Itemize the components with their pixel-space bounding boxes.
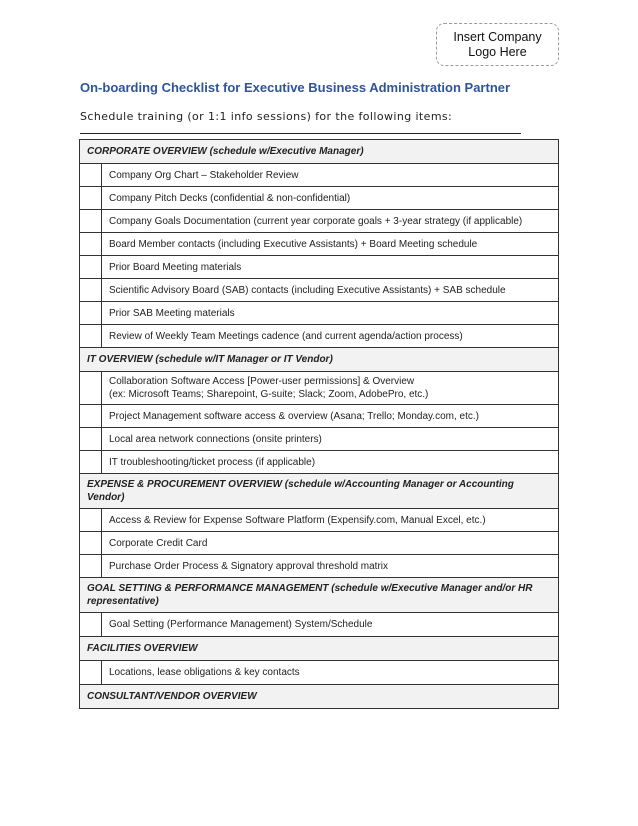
checklist-item: Goal Setting (Performance Management) System/Schedule bbox=[102, 613, 559, 637]
checklist-item: Collaboration Software Access [Power-user permissions] & Overview (ex: Microsoft Teams; Sharepoint, G-suite; Slack; Zoom, AdobePro, etc.) bbox=[102, 372, 559, 405]
subtitle-underline bbox=[80, 133, 521, 134]
checkbox-cell[interactable] bbox=[80, 613, 102, 637]
checklist-row bbox=[80, 187, 559, 210]
checklist-row bbox=[80, 233, 559, 256]
checklist-item: Company Org Chart – Stakeholder Review bbox=[102, 164, 559, 187]
checkbox-cell[interactable] bbox=[80, 233, 102, 256]
checklist-row bbox=[80, 279, 559, 302]
checklist-row bbox=[80, 555, 559, 578]
checklist-item: Review of Weekly Team Meetings cadence (and current agenda/action process) bbox=[102, 325, 559, 348]
checklist-item: Purchase Order Process & Signatory approval threshold matrix bbox=[102, 555, 559, 578]
section-header-goal-setting bbox=[80, 578, 559, 613]
checklist-item: Corporate Credit Card bbox=[102, 532, 559, 555]
checklist-item: IT troubleshooting/ticket process (if applicable) bbox=[102, 451, 559, 474]
checkbox-cell[interactable] bbox=[80, 372, 102, 405]
document-subtitle: Schedule training (or 1:1 info sessions) for the following items: bbox=[80, 110, 453, 123]
checkbox-cell[interactable] bbox=[80, 164, 102, 187]
section-header-consultant-vendor bbox=[80, 685, 559, 709]
document-title: On-boarding Checklist for Executive Business Administration Partner bbox=[80, 80, 511, 95]
checklist-item: Company Pitch Decks (confidential & non-confidential) bbox=[102, 187, 559, 210]
checkbox-cell[interactable] bbox=[80, 187, 102, 210]
checklist-row bbox=[80, 613, 559, 637]
checkbox-cell[interactable] bbox=[80, 532, 102, 555]
onboarding-checklist-table bbox=[79, 139, 559, 709]
checkbox-cell[interactable] bbox=[80, 302, 102, 325]
checklist-row bbox=[80, 509, 559, 532]
checkbox-cell[interactable] bbox=[80, 325, 102, 348]
section-header-it bbox=[80, 348, 559, 372]
checklist-row bbox=[80, 164, 559, 187]
checkbox-cell[interactable] bbox=[80, 405, 102, 428]
checklist-row bbox=[80, 210, 559, 233]
checkbox-cell[interactable] bbox=[80, 451, 102, 474]
checklist-item: Scientific Advisory Board (SAB) contacts (including Executive Assistants) + SAB schedule bbox=[102, 279, 559, 302]
checklist-row bbox=[80, 256, 559, 279]
section-heading: EXPENSE & PROCUREMENT OVERVIEW (schedule w/Accounting Manager or Accounting Vendor) bbox=[80, 474, 559, 509]
checklist-row bbox=[80, 325, 559, 348]
checklist-row bbox=[80, 428, 559, 451]
section-header-expense-procurement bbox=[80, 474, 559, 509]
checklist-row bbox=[80, 532, 559, 555]
checklist-item: Access & Review for Expense Software Platform (Expensify.com, Manual Excel, etc.) bbox=[102, 509, 559, 532]
checklist-item: Prior SAB Meeting materials bbox=[102, 302, 559, 325]
section-heading: GOAL SETTING & PERFORMANCE MANAGEMENT (schedule w/Executive Manager and/or HR representative) bbox=[80, 578, 559, 613]
checkbox-cell[interactable] bbox=[80, 210, 102, 233]
checkbox-cell[interactable] bbox=[80, 279, 102, 302]
checkbox-cell[interactable] bbox=[80, 428, 102, 451]
section-header-facilities bbox=[80, 637, 559, 661]
section-header-corporate bbox=[80, 140, 559, 164]
checklist-item: Project Management software access & overview (Asana; Trello; Monday.com, etc.) bbox=[102, 405, 559, 428]
logo-line-2: Logo Here bbox=[468, 44, 527, 59]
section-heading: FACILITIES OVERVIEW bbox=[80, 637, 559, 661]
checklist-item: Board Member contacts (including Executive Assistants) + Board Meeting schedule bbox=[102, 233, 559, 256]
checklist-row bbox=[80, 405, 559, 428]
checkbox-cell[interactable] bbox=[80, 555, 102, 578]
logo-line-1: Insert Company bbox=[453, 29, 542, 44]
checklist-item: Locations, lease obligations & key contacts bbox=[102, 661, 559, 685]
section-heading: CONSULTANT/VENDOR OVERVIEW bbox=[80, 685, 559, 709]
section-heading: IT OVERVIEW (schedule w/IT Manager or IT Vendor) bbox=[80, 348, 559, 372]
section-heading: CORPORATE OVERVIEW (schedule w/Executive Manager) bbox=[80, 140, 559, 164]
checklist-row bbox=[80, 372, 559, 405]
checklist-item: Company Goals Documentation (current year corporate goals + 3-year strategy (if applicable) bbox=[102, 210, 559, 233]
checkbox-cell[interactable] bbox=[80, 661, 102, 685]
checklist-row bbox=[80, 451, 559, 474]
checkbox-cell[interactable] bbox=[80, 509, 102, 532]
checklist-item: Prior Board Meeting materials bbox=[102, 256, 559, 279]
checklist-item: Local area network connections (onsite printers) bbox=[102, 428, 559, 451]
checkbox-cell[interactable] bbox=[80, 256, 102, 279]
checklist-row bbox=[80, 661, 559, 685]
company-logo-placeholder bbox=[436, 23, 559, 66]
checklist-row bbox=[80, 302, 559, 325]
